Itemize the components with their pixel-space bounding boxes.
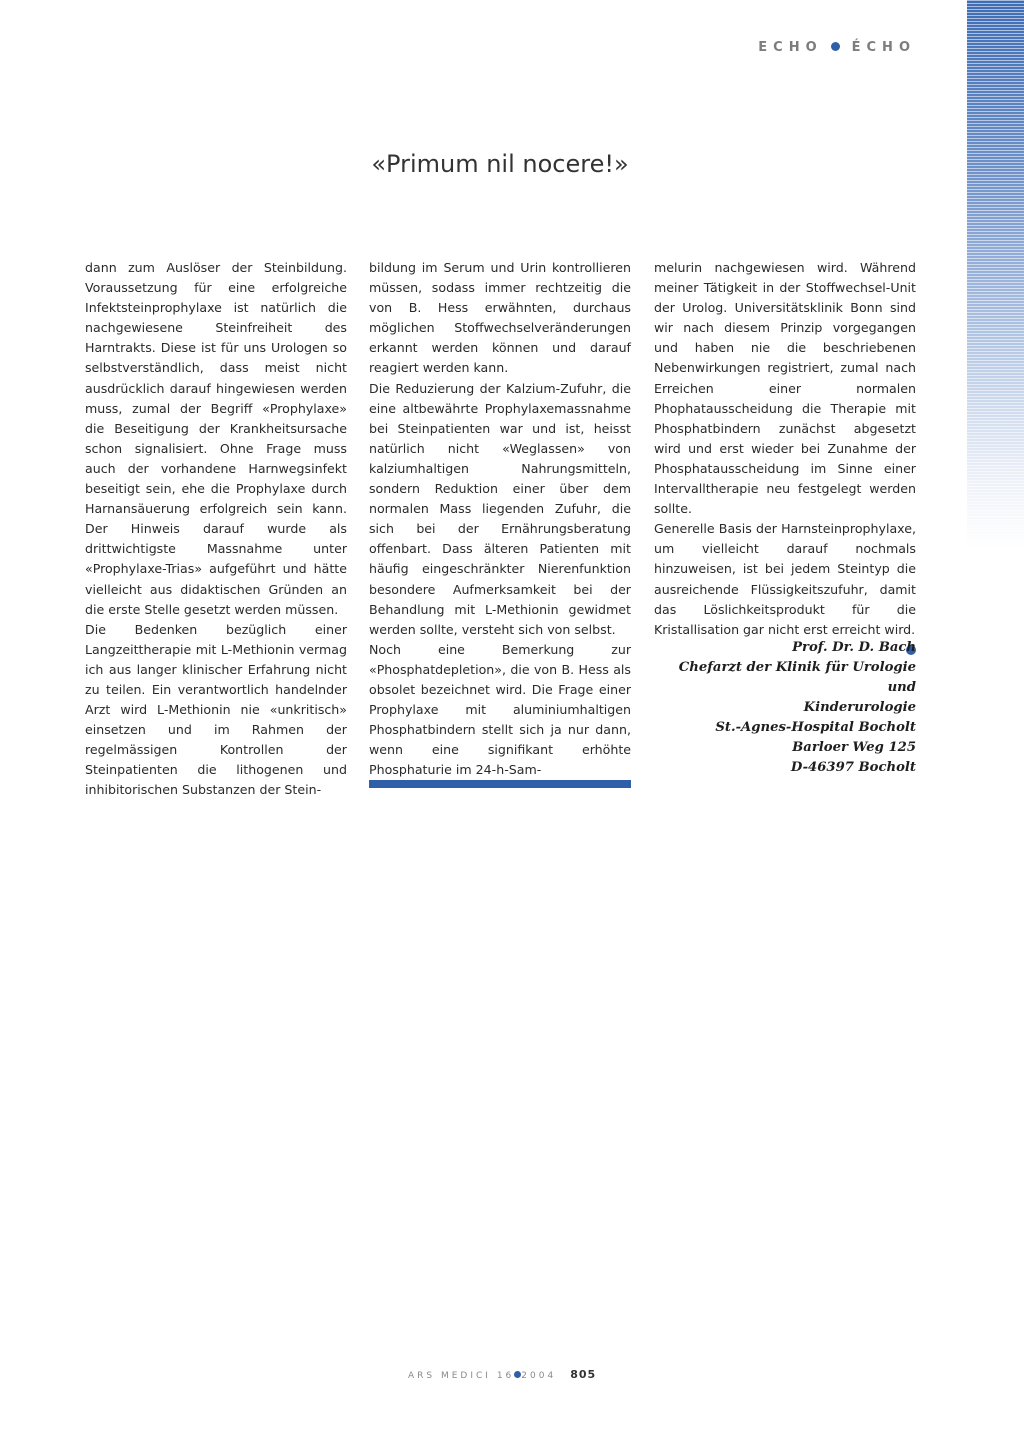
text-column-2: [369, 258, 631, 780]
header-echo-fr: ÉCHO: [851, 40, 916, 55]
paragraph-text: Generelle Basis der Harnsteinprophylaxe, um vielleicht darauf nochmals hinzuweisen, ist bei jedem Steintyp die ausreichende Flüssigkeitszufuhr, damit das Löslichkeitsprodukt für die Kristallisation gar nicht erst erreicht wird.: [654, 521, 916, 637]
header-echo: ECHO: [758, 40, 823, 55]
author-city: D-46397 Bocholt: [790, 760, 916, 775]
bullet-dot-icon: [831, 42, 840, 51]
page-footer: [408, 1368, 596, 1381]
article-title: «Primum nil nocere!»: [371, 150, 629, 178]
paragraph: dann zum Auslöser der Steinbildung. Voraussetzung für eine erfolgreiche Infektsteinprophylaxe ist natürlich die nachgewiesene Steinfreiheit des Harntrakts. Diese ist für uns Urologen so selbstverständlich, dass meist nicht ausdrücklich darauf hingewiesen werden muss, zumal der Begriff «Prophylaxe» die Beseitigung der Krankheitsursache schon signalisiert. Ohne Frage muss auch der vorhandene Harnwegsinfekt beseitigt sein, ehe die Prophylaxe durch Harnansäuerung erfolgreich sein kann. Der Hinweis darauf wurde als drittwichtigste Massnahme unter «Prophylaxe-Trias» aufgeführt und hätte vielleicht aus didaktischen Gründen an die erste Stelle gesetzt werden müssen.: [85, 260, 347, 617]
paragraph: [654, 519, 916, 640]
author-signature: [654, 638, 916, 778]
paragraph: melurin nachgewiesen wird. Während meiner Tätigkeit in der Stoffwechsel-Unit der Urolog. Universitätsklinik Bonn sind wir nach diesem Prinzip vorgegangen und haben nie die beschriebenen Nebenwirkungen registriert, zumal nach Erreichen einer normalen Phophatausscheidung die Therapie mit Phosphatbindern zunächst abgesetzt wird und erst wieder bei Zunahme der Phosphatausscheidung im Sinne einer Intervalltherapie neu festgelegt werden sollte.: [654, 260, 916, 517]
author-street: Barloer Weg 125: [792, 740, 916, 755]
paragraph: bildung im Serum und Urin kontrollieren müssen, sodass immer rechtzeitig die von B. Hess erwähnten, durchaus möglichen Stoffwechselveränderungen erkannt werden können und darauf reagiert werden kann.: [369, 260, 631, 376]
footer-journal: ARS MEDICI 16: [408, 1371, 515, 1381]
text-column-1: [85, 258, 347, 801]
author-position-cont: Kinderurologie: [803, 700, 916, 715]
decorative-blue-bar: [369, 780, 631, 788]
paragraph: Noch eine Bemerkung zur «Phosphatdepletion», die von B. Hess als obsolet bezeichnet wird. Die Frage einer Prophylaxe mit aluminiumhaltigen Phosphatbindern stellt sich ja nur dann, wenn eine signifikant erhöhte Phosphaturie im 24-h-Sam-: [369, 641, 631, 778]
footer-year: 2004: [521, 1371, 557, 1381]
author-position: Chefarzt der Klinik für Urologie und: [678, 660, 916, 695]
author-hospital: St.-Agnes-Hospital Bocholt: [715, 720, 916, 735]
section-header: [758, 40, 916, 55]
page-number: 805: [570, 1368, 597, 1381]
decorative-side-stripe: [967, 0, 1024, 548]
text-column-3: [654, 258, 916, 655]
author-name: Prof. Dr. D. Bach: [792, 640, 916, 655]
paragraph: Die Bedenken bezüglich einer Langzeittherapie mit L-Methionin vermag ich aus langer klinischer Erfahrung nicht zu teilen. Ein verantwortlich handelnder Arzt wird L-Methionin nie «unkritisch» einsetzen und im Rahmen der regelmässigen Kontrollen der Steinpatienten die lithogenen und inhibitorischen Substanzen der Stein-: [85, 621, 347, 798]
paragraph: Die Reduzierung der Kalzium-Zufuhr, die eine altbewährte Prophylaxemassnahme bei Steinpatienten war und ist, heisst natürlich nicht «Weglassen» von kalziumhaltigen Nahrungsmitteln, sondern Reduktion einer über dem normalen Mass liegenden Zufuhr, die sich bei der Ernährungsberatung offenbart. Dass älteren Patienten mit häufig eingeschränkter Nierenfunktion besondere Aufmerksamkeit bei der Behandlung mit L-Methionin gewidmet werden sollte, versteht sich von selbst.: [369, 380, 631, 637]
